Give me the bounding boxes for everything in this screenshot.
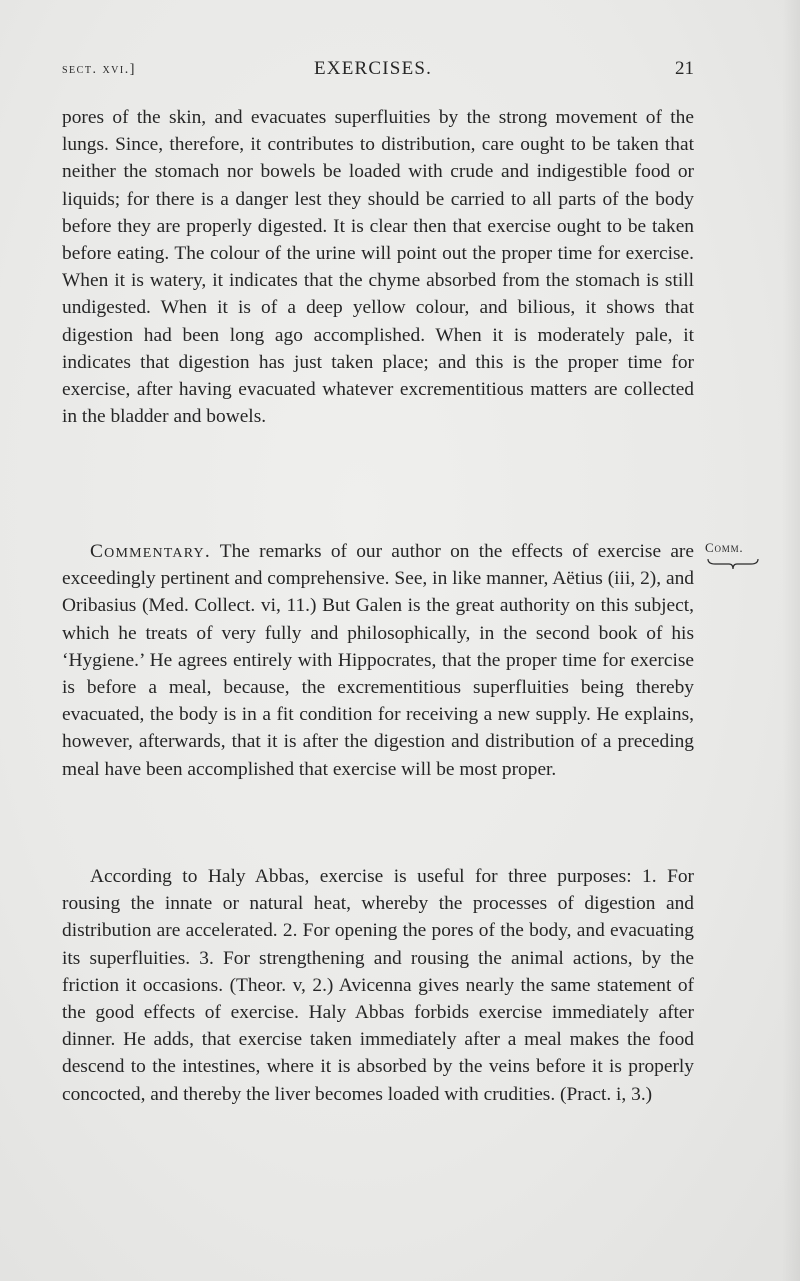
commentary-text-wrapper — [62, 538, 694, 783]
section-marker: sect. xvi.] — [62, 62, 136, 77]
commentary-text: The remarks of our author on the effects of exercise are exceedingly pertinent and comprehensive. See, in like manner, Aëtius (iii, 2), and Oribasius (Med. Collect. vi, 11.) But Galen is the great authority on this subject, which he treats of very fully and philosophically, in the second book of his ‘Hygiene.’ He agrees entirely with Hippocrates, that the proper time for exercise is before a meal, because, the excrementitious superfluities being thereby evacuated, the body is in a fit condition for receiving a new supply. He explains, however, afterwards, that it is after the digestion and distribution of a preceding meal have been accomplished that exercise will be most proper. — [62, 541, 694, 780]
page-edge-shadow — [782, 0, 800, 1281]
paragraph-3-text: According to Haly Abbas, exercise is useful for three purposes: 1. For rousing the innate or natural heat, whereby the processes of digestion and distribution are accelerated. 2. For opening the pores of the body, and evacuating its superfluities. 3. For strengthening and rousing the animal actions, by the friction it occasions. (Theor. v, 2.) Avicenna gives nearly the same statement of the good effects of exercise. Haly Abbas forbids exercise immediately after dinner. He adds, that exercise taken immediately after a meal makes the food descend to the intestines, where it is absorbed by the veins before it is properly concocted, and thereby the liver becomes loaded with crudities. (Pract. i, 3.) — [62, 866, 694, 1105]
margin-note-label: Comm. — [705, 540, 744, 555]
paragraph-1 — [62, 104, 694, 430]
paragraph-1-text: pores of the skin, and evacuates superfluities by the strong movement of the lungs. Since, therefore, it contributes to distribution, care ought to be taken that neither the stomach nor bowels be loaded with crude and indigestible food or liquids; for there is a danger lest they should be carried to all parts of the body before they are properly digested. It is clear then that exercise ought to be taken before eating. The colour of the urine will point out the proper time for exercise. When it is watery, it indicates that the chyme absorbed from the stomach is still undigested. When it is of a deep yellow colour, and bilious, it shows that digestion had been long ago accomplished. When it is moderately pale, it indicates that digestion has just taken place; and this is the proper time for exercise, after having evacuated whatever excrementitious matters are collected in the bladder and bowels. — [62, 107, 694, 428]
margin-note — [705, 540, 775, 570]
brace-icon — [707, 558, 759, 570]
commentary-paragraph — [62, 538, 694, 783]
chapter-title: EXERCISES. — [314, 58, 433, 79]
paragraph-3 — [62, 863, 694, 1108]
commentary-label: Commentary. — [90, 541, 211, 562]
running-head — [62, 58, 694, 84]
page-number: 21 — [675, 58, 694, 79]
